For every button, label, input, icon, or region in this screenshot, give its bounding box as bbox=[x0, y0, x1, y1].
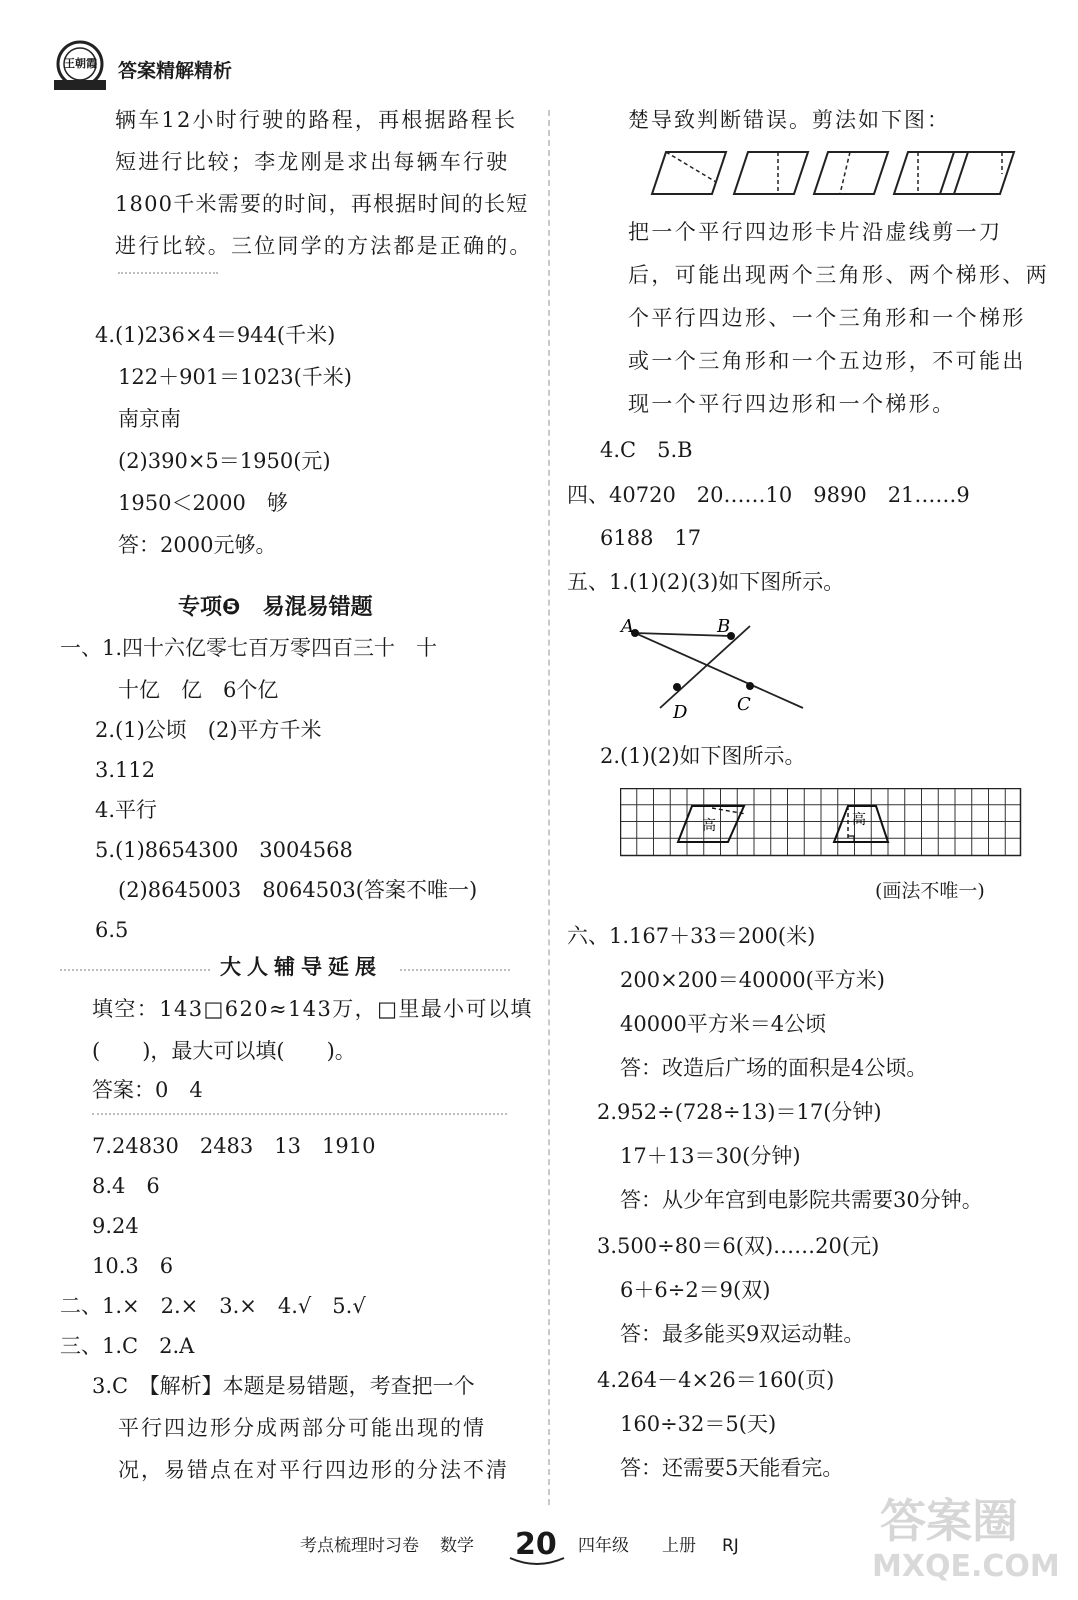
answer-4-1-line-2: 122＋901＝1023(千米) bbox=[118, 365, 352, 389]
part5-q1: 五、1.(1)(2)(3)如下图所示。 bbox=[567, 570, 845, 594]
footer-subject: 数学 bbox=[440, 1536, 474, 1556]
answer-4-2-line-3: 答：2000元够。 bbox=[118, 533, 277, 557]
answer-4-2-line-2: 1950＜2000 够 bbox=[118, 491, 288, 515]
part6-q3-line-2: 6＋6÷2＝9(双) bbox=[620, 1278, 771, 1302]
left-para-line-4: 进行比较。三位同学的方法都是正确的。 bbox=[115, 234, 533, 258]
extension-title: 大人辅导延展 bbox=[220, 955, 382, 979]
page-header-title: 答案精解精析 bbox=[118, 60, 233, 82]
part2-answers: 二、1.× 2.× 3.× 4.√ 5.√ bbox=[60, 1294, 366, 1318]
part6-q1-line-1: 六、1.167＋33＝200(米) bbox=[567, 924, 816, 948]
part1-q5-line-1: 5.(1)8654300 3004568 bbox=[95, 838, 353, 862]
page-number-underline bbox=[508, 1556, 566, 1568]
extension-answer: 答案：0 4 bbox=[92, 1078, 203, 1102]
answer-4-1-line-3: 南京南 bbox=[118, 407, 181, 431]
right-para-line-6: 现一个平行四边形和一个梯形。 bbox=[628, 392, 956, 416]
extension-question-line-2: ( )，最大可以填( )。 bbox=[92, 1039, 356, 1063]
footer-term: 上册 bbox=[662, 1536, 696, 1556]
part1-q4: 4.平行 bbox=[95, 798, 158, 822]
height-label-2: 高 bbox=[852, 812, 866, 828]
part1-q9: 9.24 bbox=[92, 1214, 139, 1238]
dotted-separator bbox=[400, 969, 510, 971]
dotted-separator bbox=[92, 1113, 507, 1115]
part1-q10: 10.3 6 bbox=[92, 1254, 174, 1278]
part6-q1-line-2: 200×200＝40000(平方米) bbox=[620, 968, 885, 992]
part6-q4-line-1: 4.264－4×26＝160(页) bbox=[597, 1368, 835, 1392]
left-para-line-2: 短进行比较；李龙刚是求出每辆车行驶 bbox=[115, 150, 510, 174]
part1-q5-line-2: (2)8645003 8064503(答案不唯一) bbox=[118, 878, 478, 902]
part6-q2-line-3: 答：从少年宫到电影院共需要30分钟。 bbox=[620, 1188, 983, 1212]
point-label-d: D bbox=[673, 702, 688, 723]
part4-line-1: 四、40720 20……10 9890 21……9 bbox=[567, 483, 970, 507]
part3-q3-line-3: 况，易错点在对平行四边形的分法不清 bbox=[118, 1458, 509, 1482]
right-para-line-2: 把一个平行四边形卡片沿虚线剪一刀 bbox=[628, 220, 1003, 244]
right-para-line-3: 后，可能出现两个三角形、两个梯形、两 bbox=[628, 263, 1050, 287]
footer-grade: 四年级 bbox=[578, 1536, 629, 1556]
line-figure bbox=[615, 612, 815, 727]
point-label-a: A bbox=[621, 616, 634, 637]
part6-q1-line-4: 答：改造后广场的面积是4公顷。 bbox=[620, 1056, 928, 1080]
column-divider bbox=[548, 110, 550, 1505]
part6-q3-line-3: 答：最多能买9双运动鞋。 bbox=[620, 1322, 865, 1346]
watermark-url: MXQE.COM bbox=[872, 1549, 1060, 1584]
part6-q4-line-3: 答：还需要5天能看完。 bbox=[620, 1456, 844, 1480]
left-para-line-1: 辆车12小时行驶的路程，再根据路程长 bbox=[115, 108, 518, 132]
part1-q3: 3.112 bbox=[95, 758, 156, 782]
part3-q3-line-1: 3.C 【解析】本题是易错题，考查把一个 bbox=[92, 1374, 475, 1398]
section-title: 专项❺ 易混易错题 bbox=[178, 595, 373, 620]
logo-text: 王朝霞 bbox=[64, 57, 97, 70]
part6-q3-line-1: 3.500÷80＝6(双)……20(元) bbox=[597, 1234, 880, 1258]
part6-q2-line-1: 2.952÷(728÷13)＝17(分钟) bbox=[597, 1100, 882, 1124]
part1-q8: 8.4 6 bbox=[92, 1174, 160, 1198]
parallelogram-cut-figures bbox=[650, 150, 1020, 200]
part1-q6: 6.5 bbox=[95, 918, 129, 942]
answer-4-1-line-1: 4.(1)236×4＝944(千米) bbox=[95, 323, 336, 347]
footer-book-title: 考点梳理时习卷 bbox=[300, 1536, 419, 1556]
height-label-1: 高 bbox=[702, 818, 716, 834]
footer-edition: RJ bbox=[722, 1536, 739, 1556]
part6-q2-line-2: 17＋13＝30(分钟) bbox=[620, 1144, 801, 1168]
part1-q1-line-1: 一、1.四十六亿零七百万零四百三十 十 bbox=[60, 636, 438, 660]
part1-q1-line-2: 十亿 亿 6个亿 bbox=[118, 678, 279, 702]
right-para-line-1: 楚导致判断错误。剪法如下图： bbox=[628, 108, 950, 132]
right-answers-4-5: 4.C 5.B bbox=[600, 438, 693, 462]
publisher-logo bbox=[48, 38, 112, 94]
part1-q7: 7.24830 2483 13 1910 bbox=[92, 1134, 376, 1158]
part1-q2: 2.(1)公顷 (2)平方千米 bbox=[95, 718, 322, 742]
grid-figure bbox=[620, 788, 1022, 858]
part5-q2: 2.(1)(2)如下图所示。 bbox=[600, 744, 806, 768]
answer-4-2-line-1: (2)390×5＝1950(元) bbox=[118, 449, 331, 473]
part6-q1-line-3: 40000平方米＝4公顷 bbox=[620, 1012, 827, 1036]
left-para-line-3: 1800千米需要的时间，再根据时间的长短 bbox=[115, 192, 529, 216]
page-number: 20 bbox=[515, 1527, 557, 1562]
right-para-line-5: 或一个三角形和一个五边形，不可能出 bbox=[628, 349, 1026, 373]
part3-q3-line-2: 平行四边形分成两部分可能出现的情 bbox=[118, 1416, 486, 1440]
part4-line-2: 6188 17 bbox=[600, 526, 702, 550]
dotted-separator bbox=[60, 969, 210, 971]
drawing-note: (画法不唯一) bbox=[875, 880, 985, 902]
right-para-line-4: 个平行四边形、一个三角形和一个梯形 bbox=[628, 306, 1026, 330]
point-label-b: B bbox=[717, 616, 731, 637]
dotted-separator bbox=[118, 272, 218, 274]
point-label-c: C bbox=[737, 694, 751, 715]
part3-answers: 三、1.C 2.A bbox=[60, 1334, 195, 1358]
watermark-logo: 答案圈 bbox=[880, 1494, 1018, 1548]
extension-question-line-1: 填空：143□620≈143万，□里最小可以填 bbox=[92, 997, 533, 1021]
part6-q4-line-2: 160÷32＝5(天) bbox=[620, 1412, 777, 1436]
